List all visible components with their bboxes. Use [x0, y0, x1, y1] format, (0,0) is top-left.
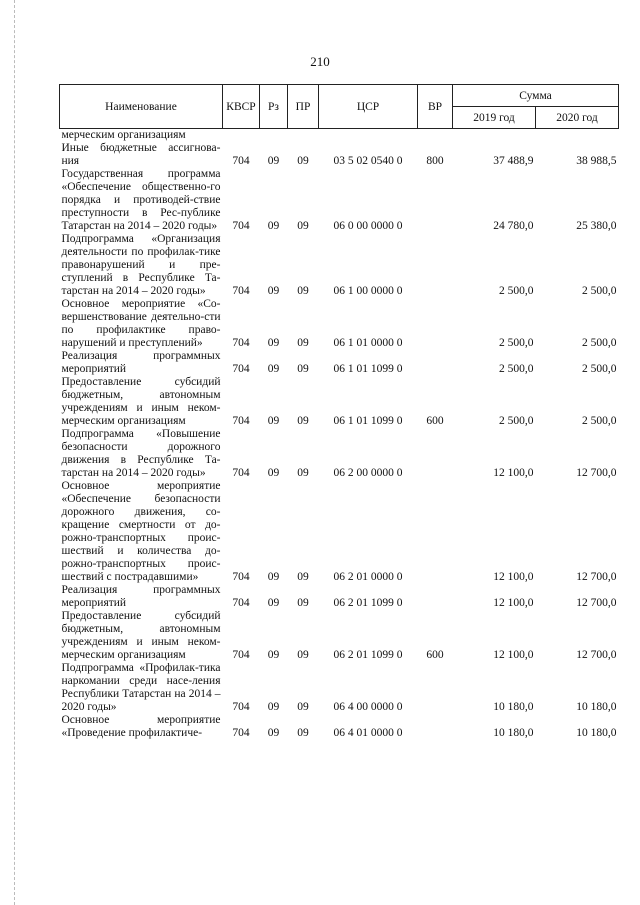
cell-name: Основное мероприятие «Проведение профилактиче-	[61, 714, 221, 739]
cell-csr: 03 5 02 0540 0	[333, 155, 403, 167]
table-row	[60, 376, 619, 428]
cell-2019: 2 500,0	[499, 285, 534, 297]
cell-2020: 12 700,0	[576, 597, 617, 609]
cell-pr: 09	[297, 363, 309, 375]
cell-csr: 06 2 00 0000 0	[333, 467, 403, 479]
cell-pr: 09	[297, 467, 309, 479]
cell-2019: 10 180,0	[493, 727, 534, 739]
cell-2020: 25 380,0	[576, 220, 617, 232]
cell-2019: 12 100,0	[493, 571, 534, 583]
cell-rz: 09	[267, 285, 280, 297]
cell-2019: 2 500,0	[499, 337, 534, 349]
cell-2019	[453, 129, 536, 143]
cell-kvsr: 704	[232, 597, 250, 609]
cell-2020: 12 700,0	[576, 571, 617, 583]
header-vr: ВР	[418, 85, 453, 129]
header-2020: 2020 год	[536, 107, 619, 129]
cell-rz	[260, 129, 288, 143]
cell-name: Государственная программа «Обеспечение общественно-го порядка и противодей-ствие преступности в Рес-публике Татарстан на 2014 – 2020 годы»	[61, 168, 221, 232]
cell-kvsr	[223, 129, 260, 143]
table-row	[60, 298, 619, 350]
cell-rz: 09	[267, 597, 280, 609]
table-row	[60, 142, 619, 168]
header-sum: Сумма	[453, 85, 619, 107]
cell-2019: 10 180,0	[493, 701, 534, 713]
cell-pr: 09	[297, 597, 309, 609]
cell-kvsr: 704	[232, 467, 250, 479]
cell-name: Предоставление субсидий бюджетным, автономным учреждениям и иным неком-мерческим организациям	[61, 610, 221, 661]
cell-2020: 12 700,0	[576, 649, 617, 661]
cell-csr: 06 2 01 1099 0	[333, 649, 403, 661]
cell-rz: 09	[267, 220, 280, 232]
page-number: 210	[310, 54, 330, 69]
cell-2019: 12 100,0	[493, 597, 534, 609]
cell-2020: 10 180,0	[576, 701, 617, 713]
table-row	[60, 233, 619, 298]
cell-pr: 09	[297, 285, 309, 297]
table-row	[60, 350, 619, 376]
cell-rz: 09	[267, 467, 280, 479]
header-pr: ПР	[288, 85, 319, 129]
cell-name: Подпрограмма «Повышение безопасности дорожного движения в Республике Та-тарстан на 2014 – 2020 годы»	[61, 428, 221, 479]
cell-kvsr: 704	[232, 415, 250, 427]
cell-vr	[418, 350, 453, 376]
table-row	[60, 714, 619, 740]
cell-csr: 06 4 00 0000 0	[333, 701, 403, 713]
cell-vr: 600	[426, 415, 444, 427]
cell-pr: 09	[297, 337, 309, 349]
cell-vr	[418, 233, 453, 298]
cell-name: Основное мероприятие «Со-вершенствование деятельно-сти по профилактике право-нарушений и преступлений»	[61, 298, 221, 349]
cell-kvsr: 704	[232, 220, 250, 232]
cell-csr: 06 1 00 0000 0	[333, 285, 403, 297]
table-row	[60, 129, 619, 143]
cell-2020: 10 180,0	[576, 727, 617, 739]
cell-pr: 09	[297, 727, 309, 739]
cell-rz: 09	[267, 727, 280, 739]
cell-2020: 12 700,0	[576, 467, 617, 479]
header-kvsr: КВСР	[223, 85, 260, 129]
cell-2019: 24 780,0	[493, 220, 534, 232]
cell-vr	[418, 298, 453, 350]
cell-csr: 06 2 01 1099 0	[333, 597, 403, 609]
cell-name: Иные бюджетные ассигнова-ния	[61, 142, 221, 167]
cell-name: Основное мероприятие «Обеспечение безопасности дорожного движения, со-кращение смертности от до-рожно-транспортных проис-шествий и количества до-рожно-транспортных проис-шествий с пострадавшими»	[61, 480, 221, 583]
cell-vr	[418, 168, 453, 233]
cell-name: Подпрограмма «Организация деятельности по профилак-тике правонарушений и пре-ступлений в Республике Та-тарстан на 2014 – 2020 годы»	[61, 233, 221, 297]
cell-pr: 09	[297, 649, 309, 661]
cell-rz: 09	[267, 415, 280, 427]
table-header	[60, 85, 619, 129]
cell-2020	[536, 129, 619, 143]
cell-pr: 09	[297, 155, 309, 167]
cell-vr: 600	[426, 649, 444, 661]
cell-2020: 2 500,0	[582, 285, 617, 297]
cell-rz: 09	[267, 337, 280, 349]
cell-kvsr: 704	[232, 727, 250, 739]
cell-2019: 2 500,0	[499, 363, 534, 375]
cell-vr	[418, 714, 453, 740]
cell-2019: 12 100,0	[493, 649, 534, 661]
cell-rz: 09	[267, 155, 280, 167]
cell-name: Подпрограмма «Профилак-тика наркомании среди насе-ления Республики Татарстан на 2014 – 2020 годы»	[61, 662, 221, 713]
cell-pr	[288, 129, 319, 143]
cell-vr	[418, 480, 453, 584]
header-2019: 2019 год	[453, 107, 536, 129]
header-csr: ЦСР	[319, 85, 418, 129]
cell-name: Реализация программных мероприятий	[61, 584, 221, 609]
cell-vr	[418, 129, 453, 143]
table-row	[60, 584, 619, 610]
cell-2020: 38 988,5	[576, 155, 617, 167]
cell-rz: 09	[267, 701, 280, 713]
cell-pr: 09	[297, 701, 309, 713]
cell-2019: 12 100,0	[493, 467, 534, 479]
table-row	[60, 610, 619, 662]
cell-kvsr: 704	[232, 649, 250, 661]
cell-2019: 2 500,0	[499, 415, 534, 427]
cell-pr: 09	[297, 415, 309, 427]
cell-csr: 06 0 00 0000 0	[333, 220, 403, 232]
cell-vr	[418, 428, 453, 480]
cell-2019: 37 488,9	[493, 155, 534, 167]
cell-vr	[418, 662, 453, 714]
cell-2020: 2 500,0	[582, 337, 617, 349]
cell-rz: 09	[267, 649, 280, 661]
table-body	[60, 129, 619, 741]
cell-csr: 06 1 01 0000 0	[333, 337, 403, 349]
cell-csr	[319, 129, 418, 143]
cell-rz: 09	[267, 571, 280, 583]
cell-kvsr: 704	[232, 155, 250, 167]
cell-rz: 09	[267, 363, 280, 375]
cell-name: Предоставление субсидий бюджетным, автономным учреждениям и иным неком-мерческим организациям	[61, 376, 221, 427]
header-name: Наименование	[60, 85, 223, 129]
table-row	[60, 168, 619, 233]
budget-table	[59, 84, 619, 740]
cell-csr: 06 1 01 1099 0	[333, 415, 403, 427]
cell-kvsr: 704	[232, 363, 250, 375]
cell-pr: 09	[297, 220, 309, 232]
table-row	[60, 428, 619, 480]
cell-vr	[418, 584, 453, 610]
cell-kvsr: 704	[232, 285, 250, 297]
cell-csr: 06 4 01 0000 0	[333, 727, 403, 739]
cell-csr: 06 1 01 1099 0	[333, 363, 403, 375]
cell-vr: 800	[426, 155, 444, 167]
binding-margin-line	[14, 0, 15, 905]
cell-2020: 2 500,0	[582, 415, 617, 427]
cell-name: Реализация программных мероприятий	[61, 350, 221, 375]
table-row	[60, 480, 619, 584]
header-rz: Рз	[260, 85, 288, 129]
cell-csr: 06 2 01 0000 0	[333, 571, 403, 583]
cell-pr: 09	[297, 571, 309, 583]
cell-2020: 2 500,0	[582, 363, 617, 375]
cell-kvsr: 704	[232, 337, 250, 349]
cell-kvsr: 704	[232, 701, 250, 713]
table-row	[60, 662, 619, 714]
cell-name: мерческим организациям	[61, 129, 186, 141]
cell-kvsr: 704	[232, 571, 250, 583]
